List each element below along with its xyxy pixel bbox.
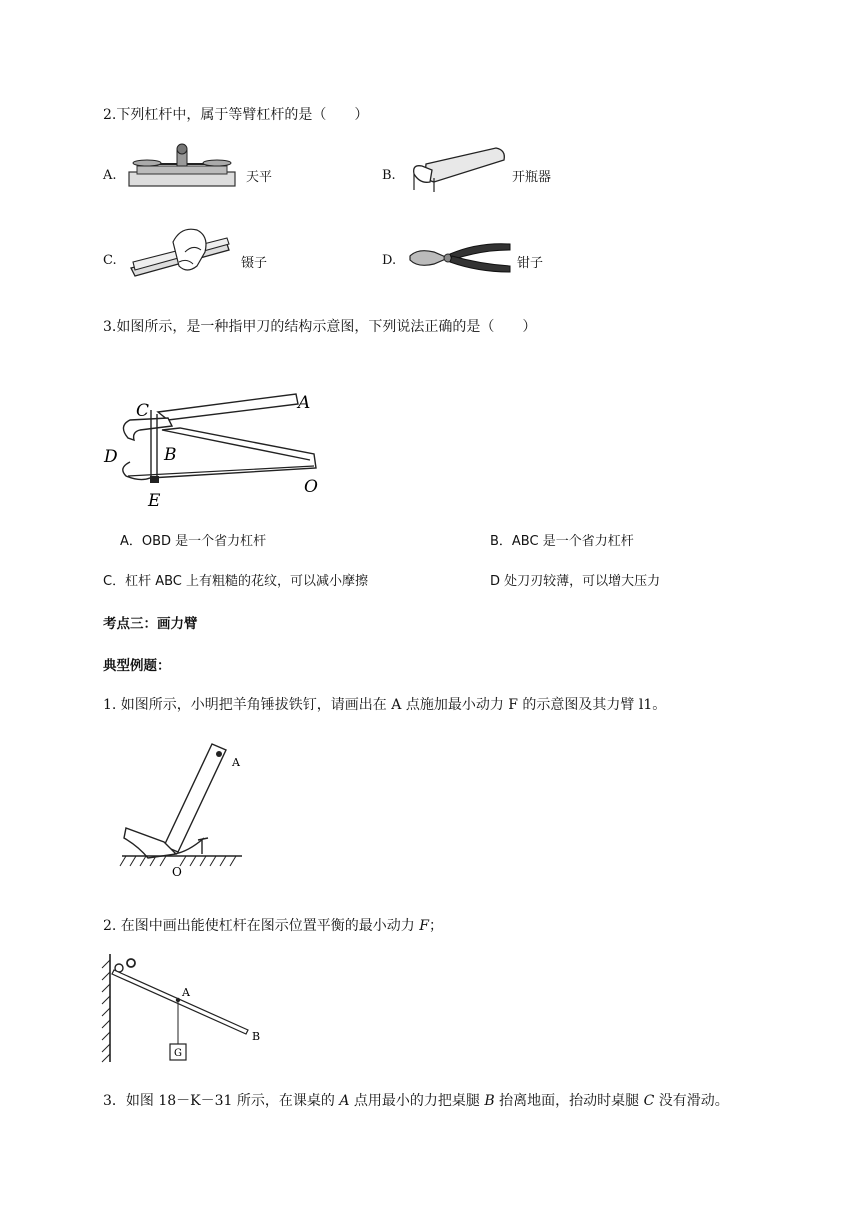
label-a: A: [298, 393, 311, 413]
option-d-name: 钳子: [517, 256, 544, 271]
label-e: E: [148, 491, 161, 511]
bottle-opener-icon: [408, 144, 508, 194]
lever-weight-diagram: [98, 950, 268, 1068]
lever-label-b: B: [252, 1030, 261, 1043]
q3-option-b: B．ABC 是一个省力杠杆: [490, 534, 634, 549]
label-d: D: [104, 447, 118, 467]
example-1-text: 1. 如图所示，小明把羊角锤拔铁钉，请画出在 A 点施加最小动力 F 的示意图及其力臂 l1。: [103, 697, 667, 713]
section-subtitle: 典型例题：: [103, 658, 171, 674]
q3-option-d: D 处刀刃较薄，可以增大压力: [490, 574, 661, 589]
claw-hammer-diagram: [118, 742, 248, 882]
label-b: B: [164, 445, 177, 465]
pliers-icon: [408, 240, 512, 280]
lever-label-a: A: [182, 986, 190, 999]
label-c: C: [136, 401, 150, 421]
tweezers-icon: [127, 222, 237, 282]
hammer-label-a: A: [232, 756, 240, 769]
section-title: 考点三：画力臂: [103, 616, 198, 632]
option-c-name: 镊子: [241, 256, 268, 271]
q3-option-a: A．OBD 是一个省力杠杆: [120, 534, 267, 549]
example-2-text: 2. 在图中画出能使杠杆在图示位置平衡的最小动力 F；: [103, 918, 443, 934]
question-2-stem: 2.下列杠杆中，属于等臂杠杆的是（ ）: [103, 107, 369, 123]
hammer-label-o: O: [172, 865, 182, 879]
q3-option-c: C．杠杆 ABC 上有粗糙的花纹，可以减小摩擦: [103, 574, 369, 589]
option-a-name: 天平: [246, 170, 273, 185]
label-o: O: [304, 477, 318, 497]
question-3-stem: 3.如图所示，是一种指甲刀的结构示意图，下列说法正确的是（ ）: [103, 319, 537, 335]
example-3-text: 3．如图 18－K－31 所示，在课桌的 A 点用最小的力把桌腿 B 抬离地面，抬动时桌腿 C 没有滑动。: [103, 1093, 729, 1109]
option-a-letter: A.: [103, 168, 117, 183]
balance-scale-icon: [127, 142, 237, 188]
option-b-letter: B.: [382, 168, 396, 183]
weight-label-g: G: [174, 1048, 182, 1059]
option-b-name: 开瓶器: [512, 170, 552, 185]
nail-clipper-diagram: [100, 390, 330, 510]
option-c-letter: C.: [103, 253, 117, 268]
option-d-letter: D.: [382, 253, 397, 268]
